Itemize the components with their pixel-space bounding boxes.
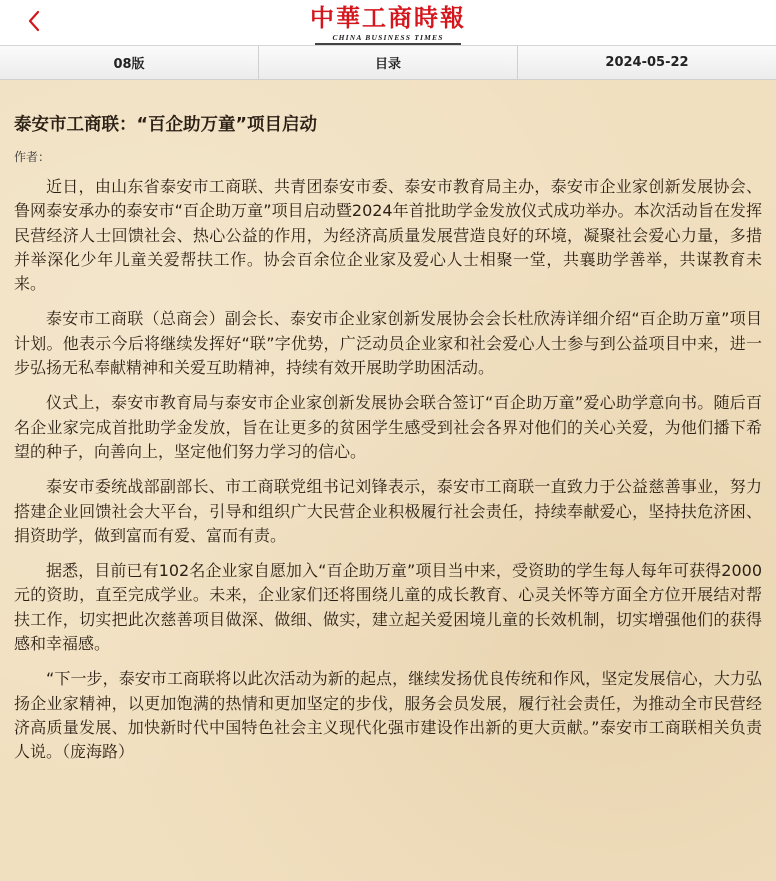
top-bar <box>0 0 776 46</box>
masthead-rule <box>315 43 461 45</box>
article-body <box>0 80 776 881</box>
article-paragraph: 仪式上，泰安市教育局与泰安市企业家创新发展协会联合签订“百企助万童”爱心助学意向书。随后百名企业家完成首批助学金发放，旨在让更多的贫困学生感受到社会各界对他们的关心关爱，为他们播下希望的种子，向善向上，坚定他们努力学习的信心。 <box>14 393 762 461</box>
article-title: 泰安市工商联：“百企助万童”项目启动 <box>14 115 318 135</box>
article-paragraph: 据悉，目前已有102名企业家自愿加入“百企助万童”项目当中来，受资助的学生每人每年可获得2000元的资助，直至完成学业。未来，企业家们还将围绕儿童的成长教育、心灵关怀等方面全方位开展结对帮扶工作，切实把此次慈善项目做深、做细、做实，建立起关爱困境儿童的长效机制，切实增强他们的获得感和幸福感。 <box>14 561 762 654</box>
tab-contents[interactable]: 目录 <box>259 46 518 79</box>
masthead-subtitle: CHINA BUSINESS TIMES <box>332 33 444 42</box>
article-paragraph: 泰安市委统战部副部长、市工商联党组书记刘锋表示，泰安市工商联一直致力于公益慈善事业，努力搭建企业回馈社会大平台，引导和组织广大民营企业积极履行社会责任，持续奉献爱心，坚持扶危济困、捐资助学，做到富而有爱、富而有责。 <box>14 477 762 545</box>
tab-page-edition[interactable]: 08版 <box>0 46 259 79</box>
edition-tabs <box>0 46 776 80</box>
article-author: 作者： <box>14 150 51 164</box>
article-paragraph: “下一步，泰安市工商联将以此次活动为新的起点，继续发扬优良传统和作风，坚定发展信心，大力弘扬企业家精神，以更加饱满的热情和更加坚定的步伐，服务会员发展，履行社会责任，为推动全市民营经济高质量发展、加快新时代中国特色社会主义现代化强市建设作出新的更大贡献。”泰安市工商联相关负责人说。（庞海路） <box>14 669 762 762</box>
masthead-title: 中華工商時報 <box>310 3 466 32</box>
article-paragraph: 近日，由山东省泰安市工商联、共青团泰安市委、泰安市教育局主办，泰安市企业家创新发展协会、鲁网泰安承办的泰安市“百企助万童”项目启动暨2024年首批助学金发放仪式成功举办。本次活动旨在发挥民营经济人士回馈社会、热心公益的作用，为经济高质量发展营造良好的环境，凝聚社会爱心力量，多措并举深化少年儿童关爱帮扶工作。协会百余位企业家及爱心人士相聚一堂，共襄助学善举，共谋教育未来。 <box>14 177 762 294</box>
article-paragraph: 泰安市工商联（总商会）副会长、泰安市企业家创新发展协会会长杜欣涛详细介绍“百企助万童”项目计划。他表示今后将继续发挥好“联”字优势，广泛动员企业家和社会爱心人士参与到公益项目中来，进一步弘扬无私奉献精神和关爱互助精神，持续有效开展助学助困活动。 <box>14 309 762 378</box>
masthead-logo <box>0 4 776 45</box>
tab-date[interactable]: 2024-05-22 <box>518 46 776 79</box>
